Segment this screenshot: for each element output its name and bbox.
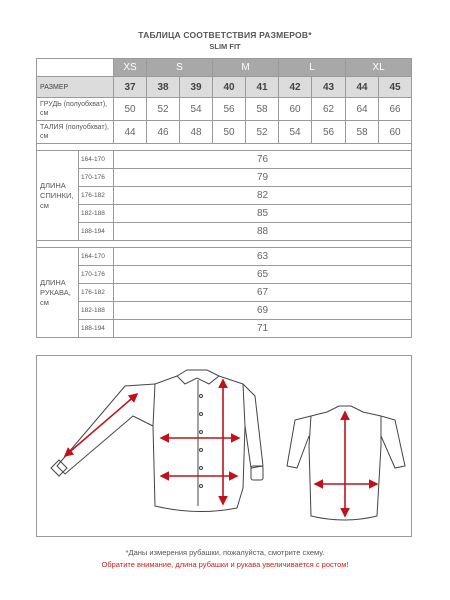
back-length-row [37, 169, 412, 187]
back-length-value: 79 [114, 169, 412, 187]
chest-cell: 64 [346, 98, 379, 121]
sleeve-length-value: 63 [114, 248, 412, 266]
back-length-label: ДЛИНА СПИНКИ, см [37, 151, 79, 241]
height-range: 176-182 [79, 187, 114, 205]
height-range: 164-170 [79, 248, 114, 266]
height-range: 164-170 [79, 151, 114, 169]
front-arrows [65, 380, 239, 504]
back-length-value: 82 [114, 187, 412, 205]
waist-cell: 44 [114, 121, 147, 144]
size-cell: 44 [346, 77, 379, 98]
size-cell: 43 [312, 77, 346, 98]
shirt-schematic [37, 356, 411, 536]
height-range: 176-182 [79, 284, 114, 302]
sleeve-length-row [37, 302, 412, 320]
back-shirt-drawing [287, 406, 405, 520]
chest-label: ГРУДЬ (полуобхват), см [37, 98, 114, 121]
chest-cell: 58 [246, 98, 279, 121]
height-warning-note: Обратите внимание, длина рубашки и рукава увеличивается с ростом! [101, 560, 349, 569]
height-range: 188-194 [79, 223, 114, 241]
height-range: 170-176 [79, 169, 114, 187]
back-length-row [37, 151, 412, 169]
waist-cell: 48 [180, 121, 213, 144]
sleeve-length-row [37, 284, 412, 302]
waist-cell: 56 [312, 121, 346, 144]
sleeve-length-value: 67 [114, 284, 412, 302]
chest-row [37, 98, 412, 121]
size-cell: 45 [379, 77, 412, 98]
waist-cell: 54 [279, 121, 312, 144]
sleeve-length-row [37, 320, 412, 338]
chest-cell: 50 [114, 98, 147, 121]
back-arrows [315, 412, 377, 516]
sleeve-length-row [37, 248, 412, 266]
chest-cell: 62 [312, 98, 346, 121]
waist-cell: 52 [246, 121, 279, 144]
waist-cell: 60 [379, 121, 412, 144]
chest-cell: 66 [379, 98, 412, 121]
back-length-value: 85 [114, 205, 412, 223]
measurement-note: *Даны измерения рубашки, пожалуйста, смотрите схему. [125, 548, 325, 557]
size-cell: 42 [279, 77, 312, 98]
size-cell: 37 [114, 77, 147, 98]
back-length-value: 76 [114, 151, 412, 169]
sleeve-length-row [37, 266, 412, 284]
back-length-value: 88 [114, 223, 412, 241]
fit-subtitle: SLIM FIT [209, 42, 241, 51]
back-length-row [37, 187, 412, 205]
sleeve-length-value: 71 [114, 320, 412, 338]
height-range: 182-188 [79, 205, 114, 223]
letter-size: M [213, 59, 279, 77]
back-length-row [37, 223, 412, 241]
height-range: 188-194 [79, 320, 114, 338]
shirt-measurement-diagram [36, 355, 412, 537]
height-range: 170-176 [79, 266, 114, 284]
chest-cell: 56 [213, 98, 246, 121]
page-title: ТАБЛИЦА СООТВЕТСТВИЯ РАЗМЕРОВ* [138, 30, 312, 40]
letter-size: L [279, 59, 346, 77]
letter-size: XS [114, 59, 147, 77]
waist-row [37, 121, 412, 144]
letter-size-row [37, 59, 412, 77]
size-number-row [37, 77, 412, 98]
waist-cell: 58 [346, 121, 379, 144]
size-cell: 40 [213, 77, 246, 98]
size-table [36, 58, 411, 338]
back-length-row [37, 205, 412, 223]
sleeve-length-value: 69 [114, 302, 412, 320]
chest-cell: 52 [147, 98, 180, 121]
size-cell: 38 [147, 77, 180, 98]
size-cell: 39 [180, 77, 213, 98]
size-cell: 41 [246, 77, 279, 98]
sleeve-length-value: 65 [114, 266, 412, 284]
waist-cell: 50 [213, 121, 246, 144]
waist-cell: 46 [147, 121, 180, 144]
letter-size: XL [346, 59, 412, 77]
chest-cell: 54 [180, 98, 213, 121]
size-label: РАЗМЕР [37, 77, 114, 98]
height-range: 182-188 [79, 302, 114, 320]
chest-cell: 60 [279, 98, 312, 121]
letter-size: S [147, 59, 213, 77]
sleeve-length-label: ДЛИНА РУКАВА, см [37, 248, 79, 338]
waist-label: ТАЛИЯ (полуобхват), см [37, 121, 114, 144]
